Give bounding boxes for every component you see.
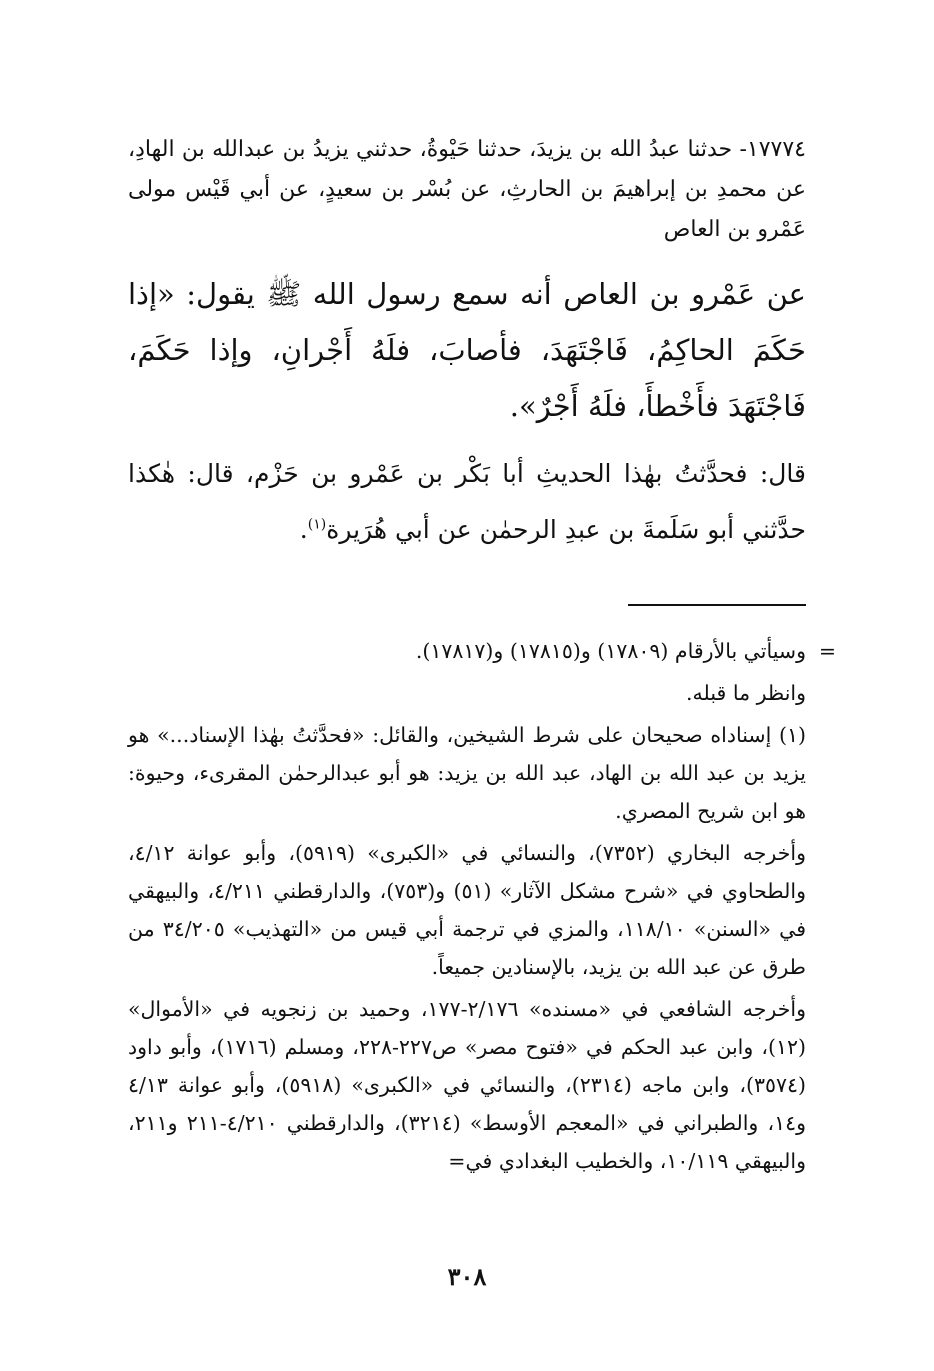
main-text (128, 130, 806, 558)
page-number: ٣٠٨ (447, 1262, 487, 1291)
footnote-continuation (128, 632, 836, 670)
footnote-reference: (١) (307, 516, 327, 533)
continuation-text: وسيأتي بالأرقام (١٧٨٠٩) و(١٧٨١٥) و(١٧٨١٧). (415, 639, 806, 663)
narrator-note-text: قال: فحدَّثتُ بهٰذا الحديثِ أبا بَكْر بن عَمْرو بن حَزْم، قال: هٰكذا حدَّثني أبو سَلَمةَ بن عبدِ الرحمٰن عن أبي هُرَيرة (128, 459, 806, 544)
footnote-1: (١) إسناداه صحيحان على شرط الشيخين، والقائل: «فحدَّثتُ بهٰذا الإسناد...» هو يزيد بن عبد الله بن الهاد، عبد الله بن يزيد: هو أبو عبدالرحمٰن المقرىء، وحيوة: هو ابن شريح المصري. (128, 723, 806, 823)
hadith-matn: عن عَمْرو بن العاص أنه سمع رسول الله ﷺ يقول: «إذا حَكَمَ الحاكِمُ، فَاجْتَهَدَ، فأصابَ، فلَهُ أَجْرانِ، وإذا حَكَمَ، فَاجْتَهَدَ فأَخْطأَ، فلَهُ أَجْرٌ». (128, 277, 806, 423)
footnote-takhrij-1: وأخرجه البخاري (٧٣٥٢)، والنسائي في «الكبرى» (٥٩١٩)، وأبو عوانة ٤/١٢، والطحاوي في «شرح مشكل الآثار» (٥١) و(٧٥٣)، والدارقطني ٤/٢١١، والبيهقي في «السنن» ١١٨/١٠، والمزي في ترجمة أبي قيس من «التهذيب» ٣٤/٢٠٥ من طرق عن عبد الله بن يزيد، بالإسنادين جميعاً. (128, 841, 806, 979)
continuation-marker: = (818, 639, 836, 663)
footnote-takhrij-2: وأخرجه الشافعي في «مسنده» ٢/١٧٦-١٧٧، وحميد بن زنجويه في «الأموال» (١٢)، وابن عبد الحكم في «فتوح مصر» ص٢٢٧-٢٢٨، ومسلم (١٧١٦)، وأبو داود (٣٥٧٤)، وابن ماجه (٢٣١٤)، والنسائي في «الكبرى» (٥٩١٨)، وأبو عوانة ٤/١٣ و١٤، والطبراني في «المعجم الأوسط» (٣٢١٤)، والدارقطني ٤/٢١٠-٢١١ و٢١١، والبيهقي ١٠/١١٩، والخطيب البغدادي في= (128, 997, 807, 1173)
hadith-chain: ١٧٧٧٤- حدثنا عبدُ الله بن يزيدَ، حدثنا حَيْوةُ، حدثني يزيدُ بن عبدالله بن الهادِ، عن محمدِ بن إبراهيمَ بن الحارثِ، عن بُسْر بن سعيدٍ، عن أبي قَيْس مولى عَمْرو بن العاص (128, 137, 806, 242)
narrator-note-end: . (299, 515, 308, 544)
footnote-separator (628, 604, 806, 606)
hadith-narrator-note (128, 446, 806, 558)
footnotes (128, 632, 836, 1180)
footnote-see-before: وانظر ما قبله. (686, 681, 806, 705)
